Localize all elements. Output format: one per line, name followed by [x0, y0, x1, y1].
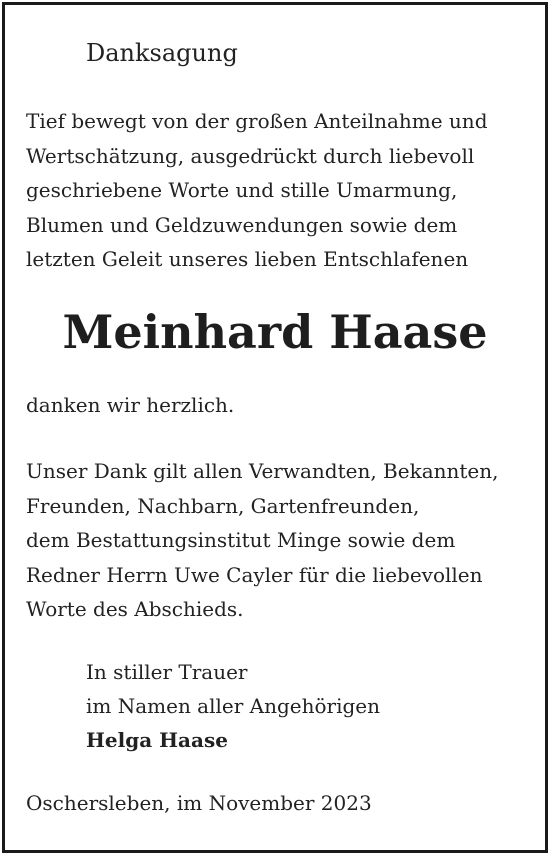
intro-line: Wertschätzung, ausgedrückt durch liebevoll	[26, 143, 475, 168]
intro-line: Tief bewegt von der großen Anteilnahme und	[26, 109, 488, 133]
signature-line: im Namen aller Angehörigen	[86, 694, 381, 718]
signature-block	[86, 655, 380, 757]
intro-line: letzten Geleit unseres lieben Entschlafenen	[26, 247, 469, 271]
dedication-line: Freunden, Nachbarn, Gartenfreunden,	[26, 493, 420, 518]
intro-paragraph	[26, 104, 488, 277]
deceased-name: Meinhard Haase	[62, 305, 488, 359]
dedication-line: Worte des Abschieds.	[26, 597, 244, 621]
notice-title: Danksagung	[86, 39, 238, 67]
dedication-line: Redner Herrn Uwe Cayler für die liebevollen	[26, 562, 483, 587]
dedication-line: Unser Dank gilt allen Verwandten, Bekannten,	[26, 459, 499, 483]
signature-line: In stiller Trauer	[86, 660, 248, 684]
thanks-text: danken wir herzlich.	[26, 393, 235, 417]
intro-line: Blumen und Geldzuwendungen sowie dem	[26, 212, 458, 237]
dedication-paragraph	[26, 454, 499, 627]
place-date: Oschersleben, im November 2023	[26, 791, 372, 815]
intro-line: geschriebene Worte und stille Umarmung,	[26, 178, 458, 202]
dedication-line: dem Bestattungsinstitut Minge sowie dem	[26, 528, 456, 552]
signer-name: Helga Haase	[86, 728, 228, 752]
